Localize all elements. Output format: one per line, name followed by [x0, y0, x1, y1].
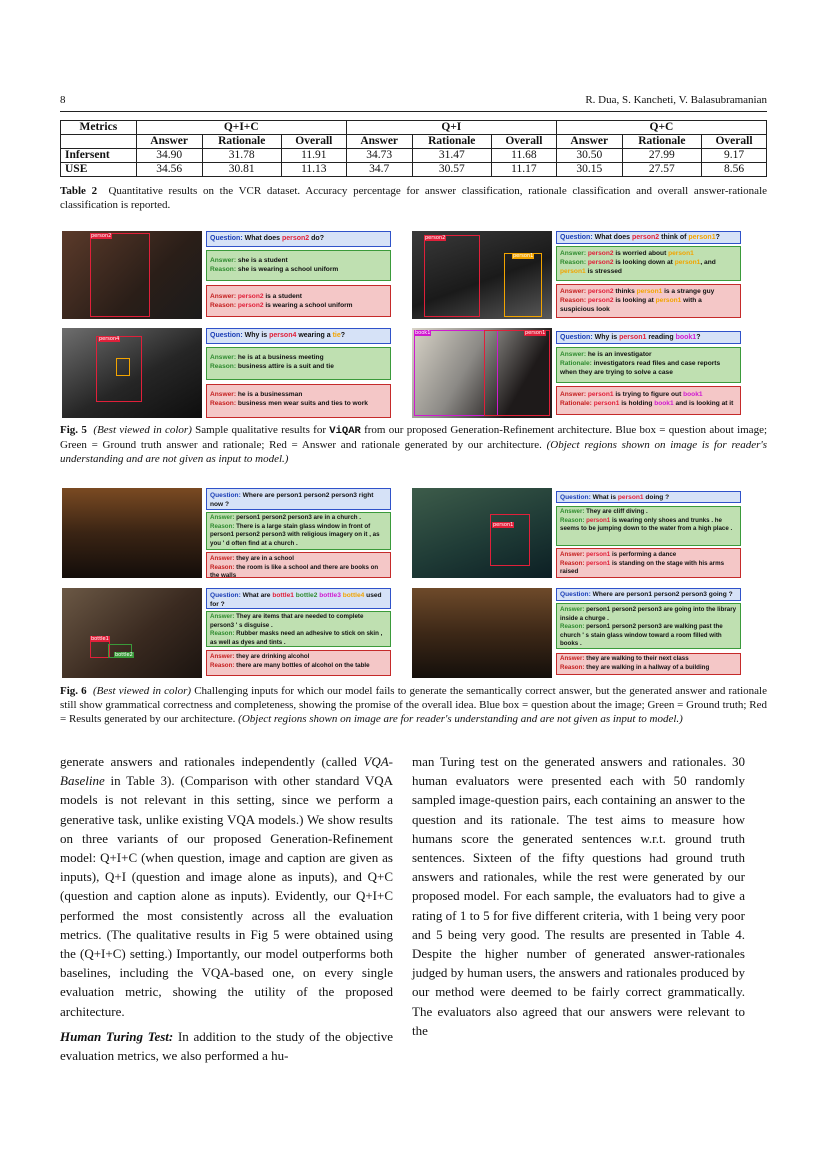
object-ref: book1 [683, 391, 703, 398]
reason-label: Reason: [560, 516, 585, 524]
question-text: doing ? [643, 494, 670, 501]
answer-label: Answer: [560, 391, 587, 398]
answer-label: Answer: [210, 293, 237, 300]
table-cell: 11.17 [491, 163, 556, 177]
question-text: ? [715, 234, 720, 241]
question-box [556, 491, 741, 503]
person-ref: person2 [237, 302, 264, 309]
table-cell: 30.57 [412, 163, 491, 177]
question-text: reading [646, 334, 676, 341]
caption-label: Table 2 [60, 185, 98, 197]
object-ref: tie [332, 332, 341, 339]
object-ref: book1 [675, 334, 697, 341]
answer-label: Answer: [210, 514, 235, 521]
table-cell: 30.81 [202, 163, 281, 177]
scene-image [62, 231, 202, 319]
question-label: Question: [560, 334, 593, 341]
question-text: ? [340, 332, 346, 339]
question-text: Where are person1 person2 person3 going ? [592, 591, 733, 598]
answer-text: person1 person2 person3 are in a church . [236, 514, 361, 521]
caption-label: Fig. 6 [60, 685, 87, 697]
object-box [90, 233, 150, 317]
reason-text: they are walking in a hallway of a building [586, 663, 710, 671]
object-tag: person4 [99, 336, 120, 342]
reason-text: is stressed [585, 268, 622, 275]
body-italic: VQA- Baseline [60, 754, 393, 789]
object-box [116, 358, 130, 376]
reason-label: Reason: [210, 522, 235, 530]
reason-text: person1 person2 person3 are walking past the church ' s stain glass window toward a room filled with books . [560, 623, 723, 648]
table-cell: 34.56 [136, 163, 202, 177]
answer-text: They are cliff diving . [586, 508, 648, 515]
reason-label: Reason: [210, 400, 237, 407]
generated-box [556, 548, 741, 578]
ground-truth-box [206, 347, 391, 380]
object-ref: book1 [654, 400, 674, 407]
running-header [60, 94, 767, 108]
table-group-header: Q+I+C [136, 121, 346, 135]
question-label: Question: [210, 235, 243, 242]
reason-text: with a suspicious look [560, 297, 702, 313]
answer-text: is performing a dance [610, 551, 677, 558]
answer-label: Answer: [210, 653, 235, 660]
running-authors: R. Dua, S. Kancheti, V. Balasubramanian [585, 94, 767, 106]
reason-text: There is a large stain glass window in front of person1 person2 person3 with religious imagery on it , as you ' d often find at a church . [210, 522, 380, 547]
table-subheader: Rationale [202, 135, 281, 149]
answer-text: is a student [263, 293, 302, 300]
person-ref: person4 [269, 332, 297, 339]
object-tag: book1 [415, 330, 431, 336]
reason-text: business attire is a suit and tie [237, 363, 334, 370]
reason-text: is standing on the stage with his arms raised [560, 559, 725, 576]
person-ref: person1 [636, 288, 663, 295]
table-subheader: Overall [491, 135, 556, 149]
scene-image [62, 328, 202, 418]
generated-box [206, 285, 391, 317]
question-text: Where are person1 person2 person3 right now ? [210, 492, 374, 508]
right-column [412, 752, 745, 1040]
reason-text: and is looking at it [673, 400, 734, 407]
body-text: in Table 3). (Comparison with other standard VQA models is not relevant in this setting, since we perform a generative task, unlike existing VQA models.) We show results on three variants of our proposed Generation-Refinement model: Q+I+C (when question, image and caption are given as inputs), Q+I (question and image alone as inputs), and Q+C (question and caption alone as inputs). Evidently, our Q+I+C performed the most consistently across all the evaluation metrics. (The qualitative results in Fig 5 were obtained using the (Q+I+C) setting.) Importantly, our model outperforms both baselines, including the VQA-based one, on every single evaluation metric, showing the utility of the proposed architecture. [60, 773, 393, 1019]
reason-text: there are many bottles of alcohol on the table [236, 661, 370, 669]
person-ref: person2 [587, 259, 614, 266]
table-subheader: Overall [281, 135, 346, 149]
reason-label: Reason: [210, 563, 235, 571]
caption-italic: (Best viewed in color) [93, 685, 192, 697]
body-text: generate answers and rationales independently (called [60, 754, 364, 769]
reason-text: , and [700, 259, 716, 266]
caption-text: Quantitative results on the VCR dataset. Accuracy percentage for answer classification, rationale classification and overall answer-rationale classification is reported. [60, 185, 768, 211]
table-cell: 34.7 [346, 163, 412, 177]
table-subheader: Overall [702, 135, 767, 149]
answer-text: They are items that are needed to complete person3 ' s disguise . [210, 613, 364, 629]
question-label: Question: [210, 332, 243, 339]
table-group-header: Q+C [556, 121, 766, 135]
question-box [556, 231, 741, 244]
generated-box [206, 650, 391, 676]
figure-caption [60, 423, 767, 466]
answer-label: Answer: [560, 655, 585, 662]
caption-label: Fig. 5 [60, 424, 87, 436]
caption-italic: (Object regions shown on image is for reader's understanding and are not given as input to model.) [60, 439, 767, 465]
row-label: USE [61, 163, 137, 177]
object-box [424, 235, 480, 317]
person-ref: person1 [586, 516, 611, 524]
ground-truth-box [206, 512, 391, 550]
answer-label: Answer: [560, 288, 587, 295]
answer-text: they are walking to their next class [586, 655, 689, 662]
left-column [60, 752, 393, 1065]
table-cell: 34.73 [346, 149, 412, 163]
caption-text: from our proposed Generation-Refinement architecture. Blue box = question about image; Green = Ground truth answer and rationale; Red = Answer and rationale generated by our architecture. [60, 424, 768, 451]
reason-label: Reason: [210, 302, 237, 309]
ground-truth-box [556, 603, 741, 649]
table-subheader: Answer [136, 135, 202, 149]
table-cell: 11.13 [281, 163, 346, 177]
answer-label: Answer: [560, 250, 587, 257]
question-box [556, 331, 741, 344]
question-label: Question: [560, 234, 593, 241]
table-cell: 11.68 [491, 149, 556, 163]
object-tag: person1 [525, 330, 546, 336]
table-caption [60, 184, 767, 212]
question-text: Why is [594, 334, 620, 341]
answer-label: Answer: [210, 354, 237, 361]
ground-truth-box [206, 611, 391, 647]
generated-box [206, 384, 391, 418]
scene-image [62, 488, 202, 578]
page-number: 8 [60, 94, 66, 106]
table-cell: 31.47 [412, 149, 491, 163]
reason-text: investigators read files and case reports when they are trying to solve a case [560, 360, 721, 376]
answer-text: person1 person2 person3 are going into the library inside a churge . [560, 606, 737, 622]
caption-text: Challenging inputs for which our model fails to generate the semantically correct answer, but the generated answer and rationale still show grammatical correctness and completeness, showing the promise of the overall idea. Blue box = question about the image; Green = Ground truth; Red = Results generated by our architecture. [60, 685, 767, 725]
table-row [61, 163, 767, 177]
scene-image [412, 231, 552, 319]
table-cell: 27.57 [622, 163, 701, 177]
person-ref: person1 [593, 400, 620, 407]
reason-label: Reason: [560, 297, 587, 304]
table-subheader: Rationale [412, 135, 491, 149]
person-ref: person1 [587, 391, 614, 398]
reason-label: Rationale: [560, 400, 592, 407]
table-cell: 27.99 [622, 149, 701, 163]
question-text: What does [244, 235, 282, 242]
person-ref: person2 [587, 288, 614, 295]
body-text: In addition to the study of the objective evaluation metrics, we also performed a hu- [60, 1028, 393, 1064]
object-tag: person1 [513, 253, 534, 259]
figure-caption [60, 684, 767, 726]
person-ref: person1 [619, 334, 647, 341]
reason-text: business men wear suits and ties to work [237, 400, 368, 407]
reason-label: Reason: [210, 661, 235, 669]
table-cell: 30.15 [556, 163, 622, 177]
object-tag: person2 [425, 235, 446, 241]
person-ref: person1 [586, 551, 611, 558]
question-text: used for ? [210, 592, 382, 608]
person-ref: person2 [587, 297, 614, 304]
ground-truth-box [556, 506, 741, 546]
reason-text: Rubber masks need an adhesive to stick on skin , as well as dyes and tints . [210, 630, 383, 646]
question-box [206, 488, 391, 510]
generated-box [206, 552, 391, 578]
question-label: Question: [560, 591, 591, 598]
answer-label: Answer: [560, 551, 585, 558]
question-text: Why is [244, 332, 270, 339]
ground-truth-box [206, 250, 391, 281]
row-label: Infersent [61, 149, 137, 163]
table-cell: 30.50 [556, 149, 622, 163]
answer-text: they are in a school [236, 555, 294, 562]
ground-truth-box [556, 246, 741, 281]
answer-label: Answer: [560, 351, 587, 358]
generated-box [556, 653, 741, 675]
question-box [206, 231, 391, 247]
scene-image [412, 328, 552, 418]
person-ref: person1 [674, 259, 701, 266]
answer-text: he is an investigator [587, 351, 652, 358]
question-text: What does [594, 234, 632, 241]
object-ref: bottle2 [295, 592, 318, 599]
person-ref: person1 [668, 250, 694, 257]
scene-image [62, 588, 202, 678]
reason-label: Reason: [210, 266, 237, 273]
table-group-header: Q+I [346, 121, 556, 135]
question-text: think of [659, 234, 689, 241]
person-ref: person2 [587, 250, 614, 257]
answer-text: thinks [613, 288, 637, 295]
answer-label: Answer: [210, 555, 235, 562]
object-box [504, 253, 542, 317]
person-ref: person2 [237, 293, 264, 300]
reason-text: is looking at [613, 297, 656, 304]
object-tag: bottle1 [91, 636, 109, 642]
object-tag: person1 [493, 522, 514, 528]
table-subheader: Answer [346, 135, 412, 149]
table-cell [61, 135, 137, 149]
table-cell: 34.90 [136, 149, 202, 163]
reason-label: Reason: [560, 663, 585, 671]
answer-label: Answer: [210, 391, 237, 398]
reason-text: is wearing a school uniform [263, 302, 353, 309]
dataset-name: ViQAR [329, 425, 361, 437]
reason-label: Rationale: [560, 360, 592, 367]
question-label: Question: [210, 492, 241, 499]
table-cell: 9.17 [702, 149, 767, 163]
scene-image [412, 588, 552, 678]
question-text: ? [696, 334, 701, 341]
person-ref: person2 [631, 234, 660, 241]
table-cell: 11.91 [281, 149, 346, 163]
answer-text: is a strange guy [662, 288, 715, 295]
reason-label: Reason: [560, 259, 587, 266]
object-ref: bottle1 [272, 592, 294, 599]
person-ref: person1 [688, 234, 716, 241]
question-label: Question: [560, 494, 591, 501]
person-ref: person1 [586, 559, 611, 567]
answer-label: Answer: [560, 508, 585, 515]
question-box [206, 328, 391, 344]
generated-box [556, 386, 741, 415]
object-ref: bottle3 [319, 592, 341, 599]
reason-text: is wearing only shoes and trunks . he seems to be jumping down to the water from a high place . [560, 516, 733, 533]
reason-text: is looking down at [613, 259, 675, 266]
caption-italic: (Best viewed in color) [93, 424, 192, 436]
object-tag: person2 [91, 233, 112, 239]
table-cell: 8.56 [702, 163, 767, 177]
reason-text: she is wearing a school uniform [237, 266, 339, 273]
person-ref: person1 [655, 297, 682, 304]
caption-italic: (Object regions shown on image are for reader's understanding and are not given as input to model.) [238, 713, 683, 725]
answer-text: he is a businessman [237, 391, 303, 398]
generated-box [556, 284, 741, 318]
reason-text: the room is like a school and there are books on the walls [210, 563, 379, 578]
question-box [556, 588, 741, 601]
object-ref: bottle4 [342, 592, 365, 599]
question-label: Question: [210, 592, 241, 599]
question-text: What is [592, 494, 618, 501]
answer-label: Answer: [560, 606, 585, 613]
reason-label: Reason: [210, 363, 237, 370]
answer-text: she is a student [237, 257, 288, 264]
answer-text: is trying to figure out [613, 391, 684, 398]
run-in-heading: Human Turing Test: [60, 1028, 174, 1044]
question-text: What are [242, 592, 273, 599]
answer-text: he is at a business meeting [237, 354, 324, 361]
header-rule [60, 111, 767, 112]
question-text: wearing a [296, 332, 333, 339]
answer-text: is worried about [613, 250, 669, 257]
table-subheader: Rationale [622, 135, 701, 149]
object-box [484, 330, 550, 416]
reason-label: Reason: [210, 630, 235, 638]
paragraph [60, 1027, 393, 1065]
caption-text: Sample qualitative results for [191, 424, 330, 436]
paragraph [60, 752, 393, 1021]
answer-text: they are drinking alcohol [236, 653, 310, 660]
person-ref: person1 [560, 268, 586, 275]
table-subheader: Answer [556, 135, 622, 149]
reason-label: Reason: [560, 559, 585, 567]
paragraph: man Turing test on the generated answers and rationales. 30 human evaluators were presented each with 50 randomly sampled image-question pairs, each containing an answer to the question and its rationale. The test aims to measure how humans score the generated sentences w.r.t. ground truth sentences. Sixteen of the fifty questions had ground truth answers and rationales, while the rest were generated by our proposed model. For each sample, the evaluators had to give a rating of 1 to 5 for five different criteria, with 1 being very poor and 5 being very good. The results are presented in Table 4. Despite the higher number of generated answer-rationales judged by human users, the answers and rationales produced by our method were deemed to be fairly correct grammatically. The evaluators also agreed that our answers were relevant to the [412, 754, 745, 1038]
question-box [206, 588, 391, 609]
answer-label: Answer: [210, 613, 235, 620]
reason-text: is holding [619, 400, 655, 407]
ground-truth-box [556, 347, 741, 383]
person-ref: person2 [281, 235, 310, 242]
person-ref: person1 [617, 494, 644, 501]
object-tag: bottle2 [115, 652, 133, 658]
scene-image [412, 488, 552, 578]
table-row [61, 149, 767, 163]
table-header-metrics: Metrics [61, 121, 137, 135]
question-text: do? [309, 235, 324, 242]
reason-label: Reason: [560, 623, 585, 631]
results-table [60, 120, 767, 177]
table-cell: 31.78 [202, 149, 281, 163]
answer-label: Answer: [210, 257, 237, 264]
